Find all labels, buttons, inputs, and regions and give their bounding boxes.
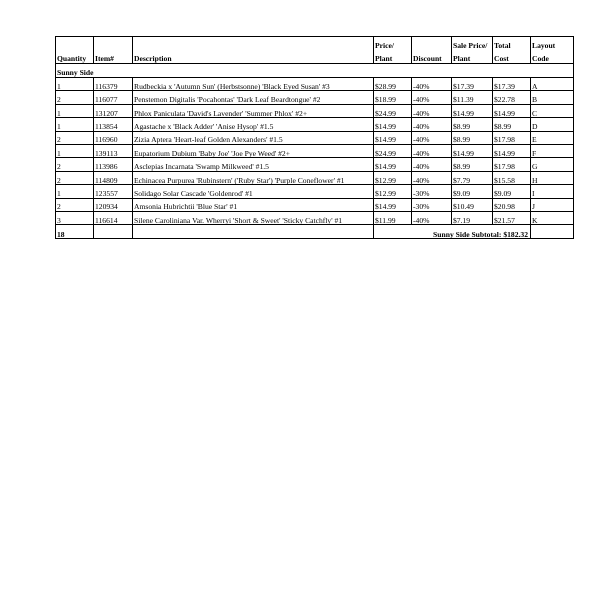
header-quantity: Quantity: [56, 50, 94, 64]
sale-price-cell: $7.79: [452, 171, 493, 184]
item-number-cell: 123557: [94, 185, 133, 198]
price-cell: $28.99: [374, 78, 412, 91]
quantity-cell: 2: [56, 171, 94, 184]
total-cost-cell: $21.57: [493, 211, 531, 224]
table-row: [56, 158, 574, 171]
quantity-cell: 3: [56, 211, 94, 224]
layout-code-cell: I: [531, 185, 574, 198]
description-cell: Echinacea Purpurea 'Rubinstern' ('Ruby Star') 'Purple Coneflower' #1: [133, 171, 374, 184]
discount-cell: -40%: [412, 118, 452, 131]
total-cost-cell: $9.09: [493, 185, 531, 198]
discount-cell: -40%: [412, 104, 452, 117]
header-sale-price: Plant: [452, 50, 493, 64]
sale-price-cell: $14.99: [452, 104, 493, 117]
description-cell: Phlox Paniculata 'David's Lavender' 'Summer Phlox' #2+: [133, 104, 374, 117]
table-row: [56, 78, 574, 91]
price-cell: $24.99: [374, 104, 412, 117]
item-number-cell: 113854: [94, 118, 133, 131]
quantity-total: 18: [56, 225, 94, 239]
sale-price-cell: $10.49: [452, 198, 493, 211]
total-cost-cell: $17.98: [493, 131, 531, 144]
header-total: Cost: [493, 50, 531, 64]
discount-cell: -30%: [412, 198, 452, 211]
section-row: [56, 64, 574, 78]
header-price-top: Price/: [374, 37, 412, 51]
total-cost-cell: $8.99: [493, 118, 531, 131]
item-number-cell: 116077: [94, 91, 133, 104]
discount-cell: -40%: [412, 91, 452, 104]
header-description: Description: [133, 50, 374, 64]
total-cost-cell: $17.39: [493, 78, 531, 91]
layout-code-cell: D: [531, 118, 574, 131]
item-number-cell: 114809: [94, 171, 133, 184]
discount-cell: -40%: [412, 78, 452, 91]
header-item: Item#: [94, 50, 133, 64]
price-cell: $14.99: [374, 131, 412, 144]
table-row: [56, 118, 574, 131]
layout-code-cell: F: [531, 144, 574, 157]
sale-price-cell: $14.99: [452, 144, 493, 157]
description-cell: Rudbeckia x 'Autumn Sun' (Herbstsonne) 'Black Eyed Susan' #3: [133, 78, 374, 91]
description-cell: Zizia Aptera 'Heart-leaf Golden Alexanders' #1.5: [133, 131, 374, 144]
subtotal-spacer-item: [94, 225, 133, 239]
table-row: [56, 91, 574, 104]
item-number-cell: 139113: [94, 144, 133, 157]
quantity-cell: 2: [56, 158, 94, 171]
quantity-cell: 1: [56, 104, 94, 117]
price-cell: $24.99: [374, 144, 412, 157]
sale-price-cell: $8.99: [452, 118, 493, 131]
layout-code-cell: H: [531, 171, 574, 184]
item-number-cell: 120934: [94, 198, 133, 211]
quantity-cell: 1: [56, 144, 94, 157]
layout-code-cell: E: [531, 131, 574, 144]
subtotal-spacer-desc: [133, 225, 374, 239]
item-number-cell: 131207: [94, 104, 133, 117]
item-number-cell: 113986: [94, 158, 133, 171]
description-cell: Penstemon Digitalis 'Pocahontas' 'Dark Leaf Beardtongue' #2: [133, 91, 374, 104]
header-sale-price-top: Sale Price/: [452, 37, 493, 51]
header-discount-top: [412, 37, 452, 51]
total-cost-cell: $14.99: [493, 144, 531, 157]
table-row: [56, 198, 574, 211]
layout-code-cell: J: [531, 198, 574, 211]
header-price: Plant: [374, 50, 412, 64]
price-cell: $18.99: [374, 91, 412, 104]
description-cell: Eupatorium Dubium 'Baby Joe' 'Joe Pye Weed' #2+: [133, 144, 374, 157]
table-row: [56, 211, 574, 224]
header-discount: Discount: [412, 50, 452, 64]
layout-code-cell: B: [531, 91, 574, 104]
quantity-cell: 2: [56, 198, 94, 211]
discount-cell: -40%: [412, 131, 452, 144]
quantity-cell: 1: [56, 118, 94, 131]
sale-price-cell: $8.99: [452, 158, 493, 171]
description-cell: Amsonia Hubrichtii 'Blue Star' #1: [133, 198, 374, 211]
plant-order-sheet: [55, 36, 573, 239]
table-row: [56, 131, 574, 144]
total-cost-cell: $17.98: [493, 158, 531, 171]
discount-cell: -40%: [412, 171, 452, 184]
price-cell: $14.99: [374, 118, 412, 131]
discount-cell: -40%: [412, 211, 452, 224]
subtotal-row: [56, 225, 574, 239]
sale-price-cell: $8.99: [452, 131, 493, 144]
layout-code-cell: C: [531, 104, 574, 117]
table-row: [56, 171, 574, 184]
sale-price-cell: $17.39: [452, 78, 493, 91]
description-cell: Agastache x 'Black Adder' 'Anise Hysop' #1.5: [133, 118, 374, 131]
layout-code-cell: K: [531, 211, 574, 224]
description-cell: Solidago Solar Cascade 'Goldenrod' #1: [133, 185, 374, 198]
table-row: [56, 185, 574, 198]
total-cost-cell: $14.99: [493, 104, 531, 117]
description-cell: Silene Caroliniana Var. Wherryi 'Short & Sweet' 'Sticky Catchfly' #1: [133, 211, 374, 224]
order-table: [55, 36, 574, 239]
quantity-cell: 1: [56, 185, 94, 198]
quantity-cell: 2: [56, 131, 94, 144]
header-row-top: [56, 37, 574, 51]
quantity-cell: 2: [56, 91, 94, 104]
layout-code-cell: A: [531, 78, 574, 91]
header-total-top: Total: [493, 37, 531, 51]
discount-cell: -40%: [412, 144, 452, 157]
section-title: Sunny Side: [56, 64, 574, 78]
discount-cell: -40%: [412, 158, 452, 171]
layout-code-cell: G: [531, 158, 574, 171]
price-cell: $14.99: [374, 158, 412, 171]
description-cell: Asclepias Incarnata 'Swamp Milkweed' #1.5: [133, 158, 374, 171]
sale-price-cell: $11.39: [452, 91, 493, 104]
quantity-cell: 1: [56, 78, 94, 91]
discount-cell: -30%: [412, 185, 452, 198]
total-cost-cell: $20.98: [493, 198, 531, 211]
price-cell: $12.99: [374, 185, 412, 198]
table-row: [56, 104, 574, 117]
header-description-top: [133, 37, 374, 51]
table-row: [56, 144, 574, 157]
price-cell: $14.99: [374, 198, 412, 211]
item-number-cell: 116614: [94, 211, 133, 224]
price-cell: $11.99: [374, 211, 412, 224]
header-layout: Code: [531, 50, 574, 64]
price-cell: $12.99: [374, 171, 412, 184]
total-cost-cell: $22.78: [493, 91, 531, 104]
header-row-bottom: [56, 50, 574, 64]
sale-price-cell: $7.19: [452, 211, 493, 224]
header-quantity-top: [56, 37, 94, 51]
sale-price-cell: $9.09: [452, 185, 493, 198]
total-cost-cell: $15.58: [493, 171, 531, 184]
item-number-cell: 116960: [94, 131, 133, 144]
subtotal-spacer-code: [531, 225, 574, 239]
item-number-cell: 116379: [94, 78, 133, 91]
header-item-top: [94, 37, 133, 51]
header-layout-top: Layout: [531, 37, 574, 51]
section-subtotal: Sunny Side Subtotal: $182.32: [374, 225, 531, 239]
